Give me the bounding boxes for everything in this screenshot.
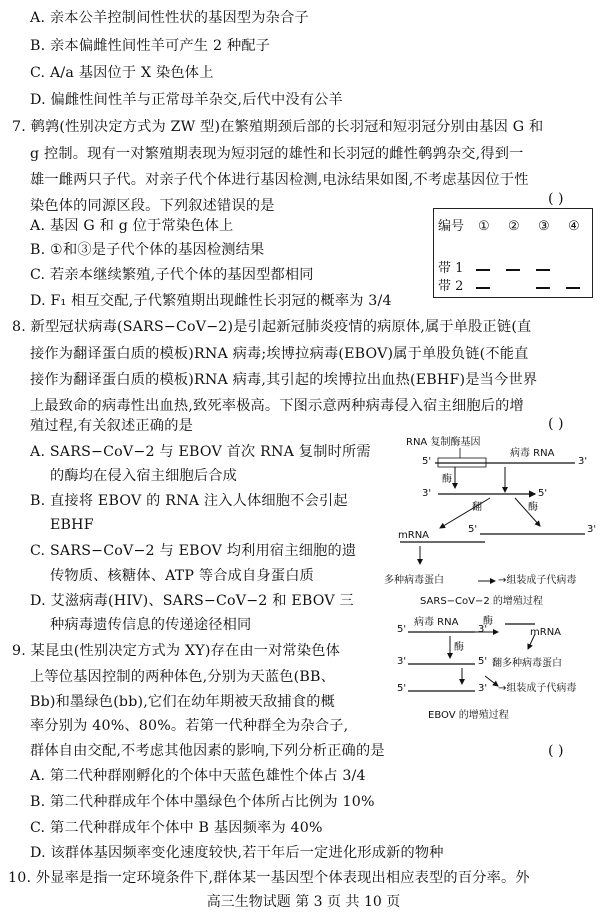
q7-stem-line-3: 雄一雌两只子代。对亲子代个体进行基因检测,电泳结果如图,不考虑基因位于性: [30, 172, 529, 188]
ebov-figure: [380, 614, 602, 726]
q9-option-c: C. 第二代种群成年个体中 B 基因频率为 40%: [30, 820, 323, 836]
band-mark: [476, 269, 490, 271]
electrophoresis-table: [433, 208, 593, 298]
q7-option-c: C. 若亲本继续繁殖,子代个体的基因型都相同: [30, 267, 314, 283]
table-column-2: ②: [508, 219, 520, 234]
sars-enzyme-label: 酶: [442, 474, 452, 485]
table-column-4: ④: [568, 219, 580, 234]
q8-stem-line-2: 接作为翻译蛋白质的模板)RNA 病毒;埃博拉病毒(EBOV)属于单股负链(不能直: [30, 346, 529, 362]
q9-stem-line-4: 率分别为 40%、80%。若第一代种群全为杂合子,: [30, 718, 349, 734]
sars-end-3: 3': [578, 456, 588, 467]
ebov-top-end-3: 3': [478, 624, 488, 635]
q8-option-d-line-2: 种病毒遗传信息的传递途径相同: [50, 617, 252, 633]
prev-option-c: C. A/a 基因位于 X 染色体上: [30, 65, 214, 81]
prev-option-d: D. 偏雌性间性羊与正常母羊杂交,后代中没有公羊: [30, 92, 343, 108]
ebov-low-end-5: 5': [397, 683, 407, 694]
sars-mid-end-5: 5': [538, 488, 548, 499]
ebov-assemble-label: →组装成子代病毒: [498, 683, 577, 694]
table-row-label-band-1: 带 1: [438, 261, 464, 276]
q8-stem-line-4: 上最致命的病毒性出血热,致死率极高。下图示意两种病毒侵入宿主细胞后的增: [30, 398, 524, 414]
q7-answer-paren: ( ): [548, 191, 564, 207]
sars-low-end-5: 5': [468, 524, 478, 535]
band-mark: [536, 287, 550, 289]
q8-option-a-line-1: A. SARS−CoV−2 与 EBOV 首次 RNA 复制时所需: [30, 444, 371, 460]
ebov-mid-end-3: 3': [397, 656, 407, 667]
sars-rna-label: 病毒 RNA: [510, 448, 555, 459]
sars-gene-label: RNA 复制酶基因: [406, 437, 481, 448]
q9-stem-line-2: 上等位基因控制的两种体色,分别为天蓝色(BB、: [30, 669, 336, 685]
page-footer: 高三生物试题 第 3 页 共 10 页: [206, 894, 401, 910]
ebov-mrna-label: mRNA: [530, 627, 562, 638]
q8-option-b-line-2: EBHF: [50, 517, 94, 533]
q8-stem-line-3: 接作为翻译蛋白质的模板)RNA 病毒,其引起的埃博拉出血热(EBHF)是当今世界: [30, 372, 538, 388]
sars-protein-label: 多种病毒蛋白: [384, 575, 444, 586]
q7-stem-line-2: g 控制。现有一对繁殖期表现为短羽冠的雄性和长羽冠的雌性鹌鹑杂交,得到一: [30, 146, 524, 162]
prev-option-b: B. 亲本偏雌性间性羊可产生 2 种配子: [30, 38, 271, 54]
ebov-low-end-3: 3': [478, 683, 488, 694]
q9-stem-line-3: Bb)和墨绿色(bb),它们在幼年期被天敌捕食的概: [30, 694, 335, 710]
ebov-enzyme-down: 酶: [454, 642, 464, 653]
q9-option-a: A. 第二代种群刚孵化的个体中天蓝色雄性个体占 3/4: [30, 768, 366, 784]
table-row-label-band-2: 带 2: [438, 279, 464, 294]
q7-option-d: D. F₁ 相互交配,子代繁殖期出现雌性长羽冠的概率为 3/4: [30, 293, 392, 309]
q8-answer-paren: ( ): [548, 416, 564, 432]
sars-translate-label: 翻: [472, 502, 482, 513]
sars-mrna-label: mRNA: [398, 530, 430, 541]
band-mark: [536, 269, 550, 271]
q8-option-c-line-2: 传物质、核糖体、ATP 等合成自身蛋白质: [50, 568, 314, 584]
q8-option-a-line-2: 的酶均在侵入宿主细胞后合成: [50, 468, 238, 484]
band-mark: [476, 287, 490, 289]
sars-cov-2-figure: [380, 436, 602, 611]
sars-caption: SARS−CoV−2 的增殖过程: [420, 596, 543, 607]
sars-low-end-3: 3': [587, 524, 597, 535]
ebov-top-end-5: 5': [397, 624, 407, 635]
q8-stem-line-1: 8. 新型冠状病毒(SARS−CoV−2)是引起新冠肺炎疫情的病原体,属于单股正链(直: [12, 319, 532, 335]
table-header-label: 编号: [438, 219, 465, 234]
q9-stem-line-1: 9. 某昆虫(性别决定方式为 XY)存在由一对常染色体: [12, 643, 341, 659]
ebov-mid-end-5: 5': [478, 656, 488, 667]
ebov-rna-label: 病毒 RNA: [414, 617, 459, 628]
q9-answer-paren: ( ): [548, 743, 564, 759]
q7-stem-line-1: 7. 鹌鹑(性别决定方式为 ZW 型)在繁殖期颈后部的长羽冠和短羽冠分别由基因 G 和: [12, 119, 544, 135]
sars-end-5: 5': [422, 456, 432, 467]
q8-option-d-line-1: D. 艾滋病毒(HIV)、SARS−CoV−2 和 EBOV 三: [30, 593, 354, 609]
ebov-protein-label: 翻多种病毒蛋白: [492, 658, 562, 669]
sars-assemble-label: →组装成子代病毒: [498, 575, 577, 586]
q9-option-b: B. 第二代种群成年个体中墨绿色个体所占比例为 10%: [30, 794, 375, 810]
q8-option-b-line-1: B. 直接将 EBOV 的 RNA 注入人体细胞不会引起: [30, 493, 348, 509]
q8-stem-line-5: 殖过程,有关叙述正确的是: [30, 418, 193, 434]
ebov-caption: EBOV 的增殖过程: [428, 710, 509, 721]
prev-option-a: A. 亲本公羊控制间性性状的基因型为杂合子: [30, 10, 309, 26]
q7-option-b: B. ①和③是子代个体的基因检测结果: [30, 242, 265, 258]
q7-stem-line-4: 染色体的同源区段。下列叙述错误的是: [30, 198, 275, 214]
q7-option-a: A. 基因 G 和 g 位于常染色体上: [30, 218, 234, 234]
table-column-1: ①: [478, 219, 490, 234]
table-column-3: ③: [538, 219, 550, 234]
q9-stem-line-5: 群体自由交配,不考虑其他因素的影响,下列分析正确的是: [30, 743, 385, 759]
sars-replicate-label: 酶: [528, 502, 538, 513]
q9-option-d: D. 该群体基因频率变化速度较快,若干年后一定进化形成新的物种: [30, 845, 444, 861]
sars-mid-end-3: 3': [422, 488, 432, 499]
band-mark: [566, 287, 580, 289]
band-mark: [506, 269, 520, 271]
q8-option-c-line-1: C. SARS−CoV−2 与 EBOV 均利用宿主细胞的遗: [30, 543, 357, 559]
ebov-enzyme-right: 酶: [483, 616, 493, 627]
q10-stem-line-1: 10. 外显率是指一定环境条件下,群体某一基因型个体表现出相应表型的百分率。外: [8, 870, 530, 886]
